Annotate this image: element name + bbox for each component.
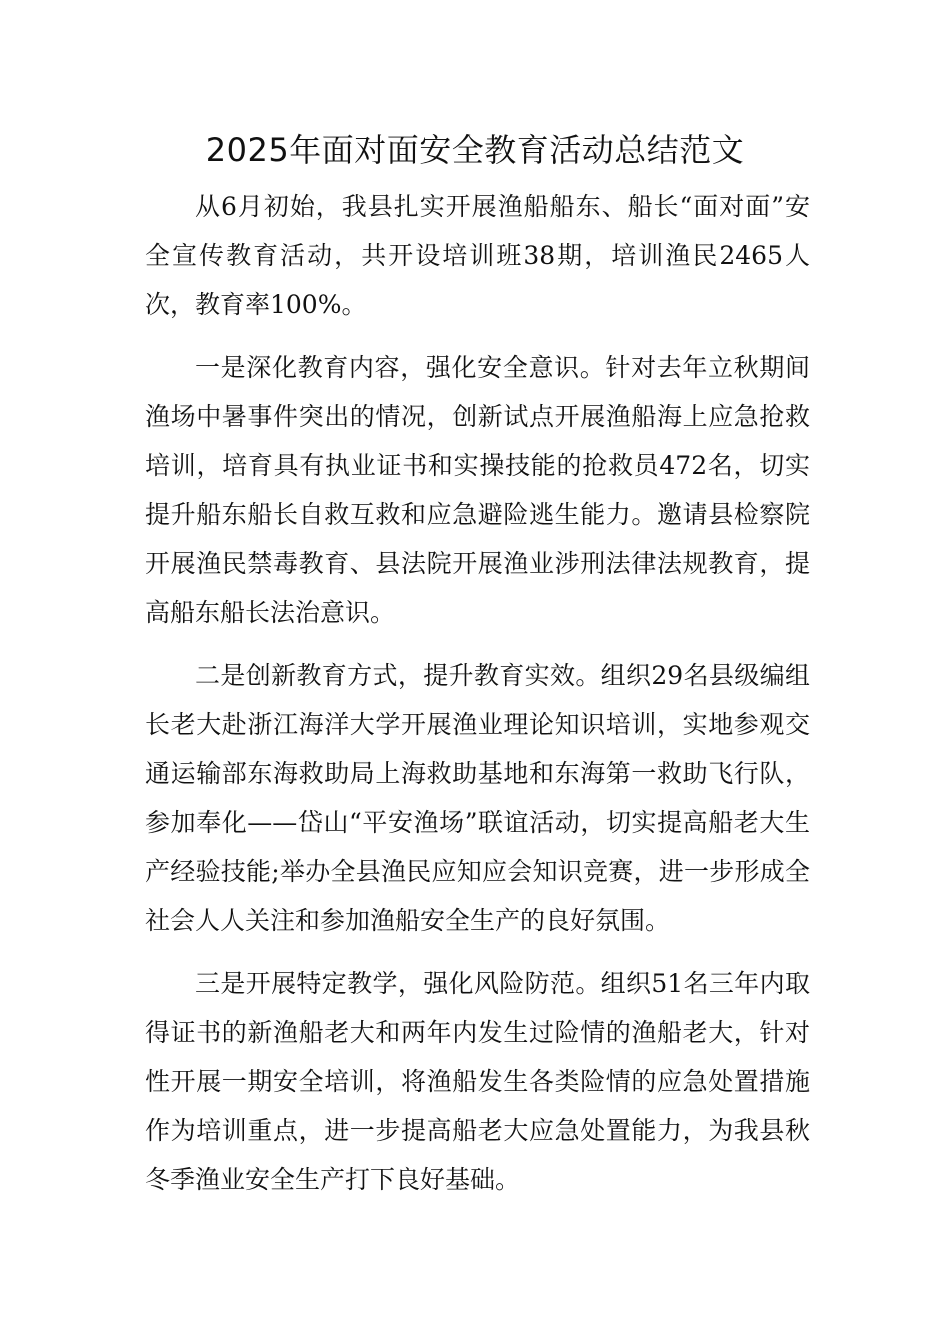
- document-title: 2025年面对面安全教育活动总结范文: [205, 131, 745, 169]
- paragraph-point-two: 二是创新教育方式，提升教育实效。组织29名县级编组长老大赴浙江海洋大学开展渔业理论知识培训，实地参观交通运输部东海救助局上海救助基地和东海第一救助飞行队，参加奉化——岱山“平安渔场”联谊活动，切实提高船老大生产经验技能;举办全县渔民应知应会知识竞赛，进一步形成全社会人人关注和参加渔船安全生产的良好氛围。: [145, 661, 810, 935]
- document-body: [145, 182, 810, 1218]
- paragraph-point-three: 三是开展特定教学，强化风险防范。组织51名三年内取得证书的新渔船老大和两年内发生过险情的渔船老大，针对性开展一期安全培训，将渔船发生各类险情的应急处置措施作为培训重点，进一步提高船老大应急处置能力，为我县秋冬季渔业安全生产打下良好基础。: [145, 969, 810, 1194]
- paragraph-intro: 从6月初始，我县扎实开展渔船船东、船长“面对面”安全宣传教育活动，共开设培训班38期，培训渔民2465人次，教育率100%。: [145, 192, 810, 319]
- paragraph-point-one: 一是深化教育内容，强化安全意识。针对去年立秋期间渔场中暑事件突出的情况，创新试点开展渔船海上应急抢救培训，培育具有执业证书和实操技能的抢救员472名，切实提升船东船长自救互救和应急避险逃生能力。邀请县检察院开展渔民禁毒教育、县法院开展渔业涉刑法律法规教育，提高船东船长法治意识。: [145, 353, 810, 627]
